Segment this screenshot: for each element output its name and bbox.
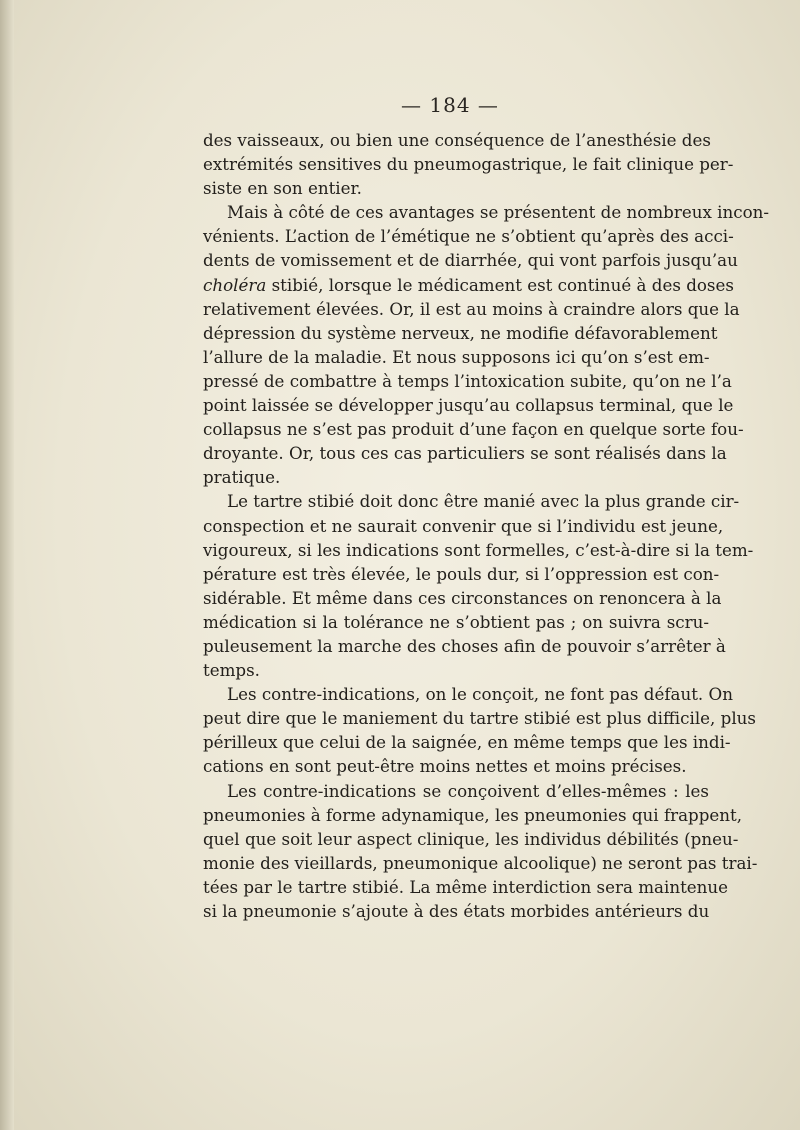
text-line: vigoureux, si les indications sont formelles, c’est-à-dire si la tem- <box>203 539 754 560</box>
text-line: cations en sont peut-être moins nettes et moins précises. <box>203 756 687 777</box>
text-line: peut dire que le maniement du tartre stibié est plus difficile, plus <box>203 708 756 729</box>
text-line: siste en son entier. <box>203 178 362 199</box>
text-line: Le tartre stibié doit donc être manié avec la plus grande cir- <box>227 491 740 512</box>
text-line: Les contre-indications se conçoivent d’elles-mêmes : les <box>227 780 709 801</box>
text-line: puleusement la marche des choses afin de pouvoir s’arrêter à <box>203 635 726 656</box>
text-line: vénients. L’action de l’émétique ne s’obtient qu’après des acci- <box>203 226 734 247</box>
text-line: périlleux que celui de la saignée, en même temps que les indi- <box>203 732 731 753</box>
text-line: Mais à côté de ces avantages se présentent de nombreux incon- <box>227 202 770 223</box>
text-line: l’allure de la maladie. Et nous supposons ici qu’on s’est em- <box>203 346 710 367</box>
text-line: extrémités sensitives du pneumogastrique, le fait clinique per- <box>203 154 734 175</box>
text-line: choléra stibié, lorsque le médicament est continué à des doses <box>203 274 734 295</box>
text-line: Les contre-indications, on le conçoit, ne font pas défaut. On <box>227 684 733 705</box>
text-line: dents de vomissement et de diarrhée, qui vont parfois jusqu’au <box>203 250 738 271</box>
text-line: tées par le tartre stibié. La même interdiction sera maintenue <box>203 876 729 897</box>
text-line: médication si la tolérance ne s’obtient pas ; on suivra scru- <box>203 611 709 632</box>
page-gutter-shadow <box>0 0 14 1130</box>
body-text <box>203 128 770 923</box>
text-line: point laissée se développer jusqu’au collapsus terminal, que le <box>203 395 734 416</box>
italic-term: choléra <box>203 274 267 295</box>
text-line: si la pneumonie s’ajoute à des états morbides antérieurs du <box>203 901 710 921</box>
text-line: conspection et ne saurait convenir que si l’individu est jeune, <box>203 515 724 536</box>
text-line: monie des vieillards, pneumonique alcoolique) ne seront pas trai- <box>203 852 758 873</box>
text-line: pressé de combattre à temps l’intoxication subite, qu’on ne l’a <box>203 370 732 391</box>
text-line: pratique. <box>203 467 281 488</box>
text-line: pneumonies à forme adynamique, les pneumonies qui frappent, <box>203 804 743 825</box>
text-line: des vaisseaux, ou bien une conséquence de l’anesthésie des <box>203 130 711 150</box>
text-line: temps. <box>203 660 260 681</box>
text-line: relativement élevées. Or, il est au moins à craindre alors que la <box>203 298 740 319</box>
text-line: sidérable. Et même dans ces circonstances on renoncera à la <box>203 587 722 608</box>
text-line: collapsus ne s’est pas produit d’une façon en quelque sorte fou- <box>203 419 744 440</box>
text-line: droyante. Or, tous ces cas particuliers se sont réalisés dans la <box>203 443 727 464</box>
page-number: — 184 — <box>401 93 499 117</box>
text-line: quel que soit leur aspect clinique, les individus débilités (pneu- <box>203 828 739 849</box>
text-line: dépression du système nerveux, ne modifie défavorablement <box>203 322 718 343</box>
text-line: pérature est très élevée, le pouls dur, si l’oppression est con- <box>203 563 720 584</box>
